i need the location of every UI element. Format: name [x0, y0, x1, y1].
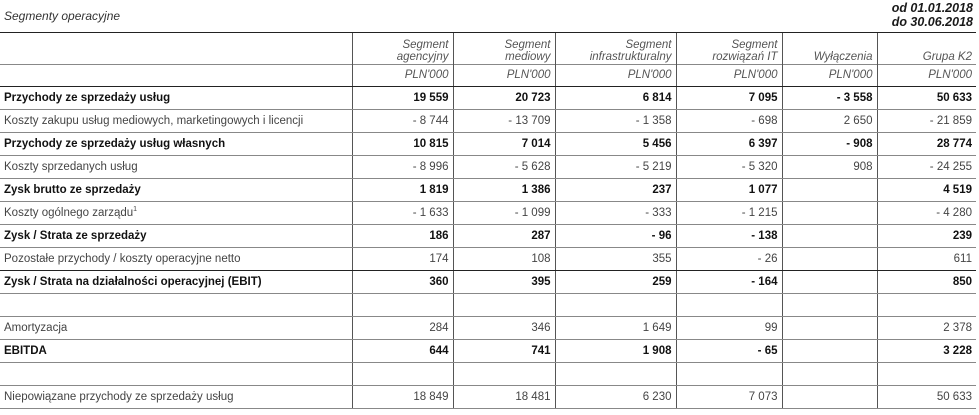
unit-label-cell — [0, 64, 352, 86]
value-cell: 4 519 — [877, 178, 976, 201]
value-cell — [782, 178, 877, 201]
row-label: Koszty sprzedanych usług — [0, 155, 352, 178]
value-cell: 908 — [782, 155, 877, 178]
table-row — [0, 155, 976, 178]
value-cell: - 333 — [555, 201, 676, 224]
value-cell: - 26 — [676, 247, 782, 270]
value-cell: 239 — [877, 224, 976, 247]
value-cell: 7 014 — [453, 132, 555, 155]
value-cell: 18 849 — [352, 385, 453, 408]
row-label: Zysk / Strata ze sprzedaży — [0, 224, 352, 247]
period-heading — [892, 1, 973, 29]
value-cell: - 8 744 — [352, 109, 453, 132]
value-cell: - 3 558 — [782, 86, 877, 109]
table-row — [0, 201, 976, 224]
value-cell: 346 — [453, 316, 555, 339]
row-label: Zysk / Strata na działalności operacyjnej (EBIT) — [0, 270, 352, 293]
segments-table — [0, 33, 976, 409]
period-start: od 01.01.2018 — [891, 1, 973, 15]
value-cell: 644 — [352, 339, 453, 362]
value-cell: 20 723 — [453, 86, 555, 109]
value-cell: 50 633 — [877, 86, 976, 109]
column-header-mediowy: Segment mediowy — [453, 33, 555, 64]
value-cell — [782, 385, 877, 408]
value-cell: 6 397 — [676, 132, 782, 155]
row-label: Niepowiązane przychody ze sprzedaży usług — [0, 385, 352, 408]
value-cell: - 21 859 — [877, 109, 976, 132]
table-row — [0, 316, 976, 339]
column-header-agencyjny: Segment agencyjny — [352, 33, 453, 64]
value-cell — [782, 247, 877, 270]
value-cell: - 4 280 — [877, 201, 976, 224]
value-cell: 10 815 — [352, 132, 453, 155]
value-cell: - 1 215 — [676, 201, 782, 224]
value-cell: 395 — [453, 270, 555, 293]
value-cell: 99 — [676, 316, 782, 339]
row-label: Pozostałe przychody / koszty operacyjne netto — [0, 247, 352, 270]
value-cell: 1 819 — [352, 178, 453, 201]
value-cell: 1 077 — [676, 178, 782, 201]
footnote-marker: 1 — [133, 205, 138, 213]
table-row — [0, 109, 976, 132]
column-header-grupa-k2: Grupa K2 — [877, 33, 976, 64]
period-end: do 30.06.2018 — [891, 15, 973, 29]
value-cell: - 13 709 — [453, 109, 555, 132]
spacer-row — [0, 362, 976, 385]
table-row — [0, 270, 976, 293]
value-cell: - 1 099 — [453, 201, 555, 224]
value-cell: - 1 358 — [555, 109, 676, 132]
value-cell: 611 — [877, 247, 976, 270]
table-row — [0, 178, 976, 201]
table-row — [0, 385, 976, 408]
value-cell: 19 559 — [352, 86, 453, 109]
column-header-row — [0, 33, 976, 64]
value-cell: 2 378 — [877, 316, 976, 339]
table-row — [0, 86, 976, 109]
value-cell: 7 073 — [676, 385, 782, 408]
value-cell: 1 386 — [453, 178, 555, 201]
value-cell: - 24 255 — [877, 155, 976, 178]
value-cell: 237 — [555, 178, 676, 201]
value-cell: - 138 — [676, 224, 782, 247]
row-label: Koszty ogólnego zarządu$^1$ — [0, 201, 352, 224]
value-cell: 284 — [352, 316, 453, 339]
value-cell: - 164 — [676, 270, 782, 293]
value-cell: 186 — [352, 224, 453, 247]
value-cell: 355 — [555, 247, 676, 270]
unit-cell: PLN'000 — [877, 64, 976, 86]
table-row — [0, 339, 976, 362]
value-cell: 741 — [453, 339, 555, 362]
unit-cell: PLN'000 — [555, 64, 676, 86]
row-label: Przychody ze sprzedaży usług — [0, 86, 352, 109]
value-cell — [782, 339, 877, 362]
row-label: Koszty zakupu usług mediowych, marketingowych i licencji — [0, 109, 352, 132]
value-cell: - 908 — [782, 132, 877, 155]
table-row — [0, 132, 976, 155]
row-label: Zysk brutto ze sprzedaży — [0, 178, 352, 201]
value-cell: 2 650 — [782, 109, 877, 132]
value-cell: 7 095 — [676, 86, 782, 109]
table-row — [0, 247, 976, 270]
row-label: EBITDA — [0, 339, 352, 362]
value-cell — [782, 201, 877, 224]
value-cell: - 5 628 — [453, 155, 555, 178]
value-cell: - 5 219 — [555, 155, 676, 178]
value-cell: 6 814 — [555, 86, 676, 109]
value-cell — [782, 224, 877, 247]
value-cell: 360 — [352, 270, 453, 293]
unit-cell: PLN'000 — [676, 64, 782, 86]
row-label: Przychody ze sprzedaży usług własnych — [0, 132, 352, 155]
value-cell: 174 — [352, 247, 453, 270]
table-title: Segmenty operacyjne — [4, 9, 121, 23]
value-cell: 1 908 — [555, 339, 676, 362]
value-cell: 28 774 — [877, 132, 976, 155]
unit-row — [0, 64, 976, 86]
value-cell: - 1 633 — [352, 201, 453, 224]
value-cell: 3 228 — [877, 339, 976, 362]
value-cell: - 698 — [676, 109, 782, 132]
table-row — [0, 224, 976, 247]
value-cell: - 65 — [676, 339, 782, 362]
value-cell: 5 456 — [555, 132, 676, 155]
unit-cell: PLN'000 — [352, 64, 453, 86]
value-cell: 108 — [453, 247, 555, 270]
column-header-infrastrukturalny: Segment infrastrukturalny — [555, 33, 676, 64]
value-cell: - 96 — [555, 224, 676, 247]
column-header-rozwiazan-it: Segment rozwiązań IT — [676, 33, 782, 64]
unit-cell: PLN'000 — [453, 64, 555, 86]
value-cell: 259 — [555, 270, 676, 293]
spacer-row — [0, 293, 976, 316]
value-cell: 18 481 — [453, 385, 555, 408]
value-cell — [782, 270, 877, 293]
column-header-wylaczenia: Wyłączenia — [782, 33, 877, 64]
value-cell: 850 — [877, 270, 976, 293]
value-cell — [782, 316, 877, 339]
value-cell: 50 633 — [877, 385, 976, 408]
value-cell: 6 230 — [555, 385, 676, 408]
value-cell: - 8 996 — [352, 155, 453, 178]
value-cell: - 5 320 — [676, 155, 782, 178]
value-cell: 287 — [453, 224, 555, 247]
row-label: Amortyzacja — [0, 316, 352, 339]
header-label-cell — [0, 33, 352, 64]
unit-cell: PLN'000 — [782, 64, 877, 86]
value-cell: 1 649 — [555, 316, 676, 339]
